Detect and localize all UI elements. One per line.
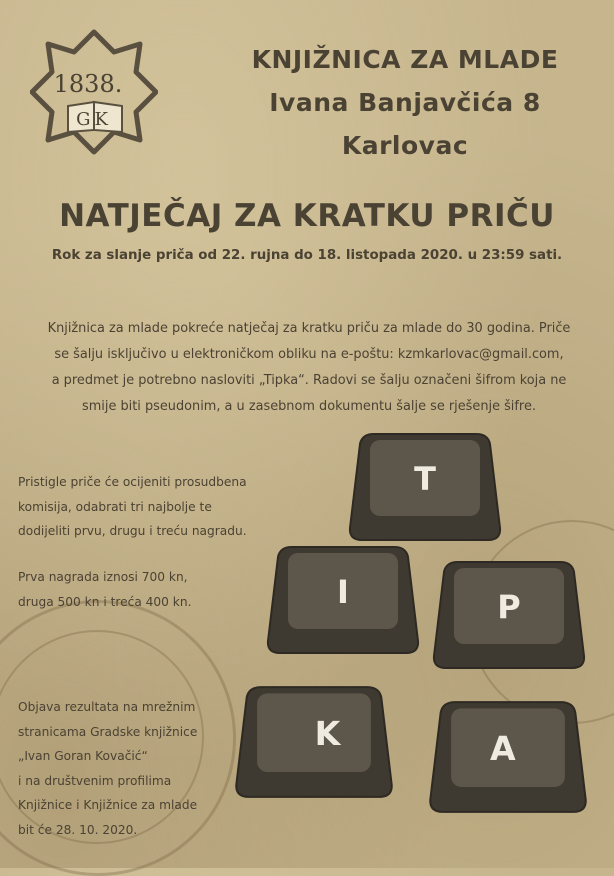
prizes-paragraph bbox=[18, 565, 308, 614]
jury-line: komisija, odabrati tri najbolje te bbox=[18, 499, 212, 514]
key-label: K bbox=[314, 714, 341, 754]
jury-line: Pristigle priče će ocijeniti prosudbena bbox=[18, 475, 247, 489]
intro-paragraph bbox=[18, 316, 600, 420]
intro-line: smije biti pseudonim, a u zasebnom dokumentu šalje se rješenje šifre. bbox=[82, 399, 536, 414]
keycap-t bbox=[348, 430, 502, 544]
intro-line: se šalju isključivo u elektroničkom obliku na e-poštu: kzmkarlovac@gmail.com, bbox=[54, 347, 564, 362]
page-title: NATJEČAJ ZA KRATKU PRIČU bbox=[59, 198, 555, 234]
results-line: Knjižnice i Knjižnice za mlade bbox=[18, 798, 198, 812]
library-address-header bbox=[210, 38, 600, 167]
logo-year: 1838. bbox=[53, 70, 123, 98]
key-label: A bbox=[490, 729, 516, 769]
street-address: Ivana Banjavčića 8 bbox=[269, 88, 541, 117]
keycap-a bbox=[428, 698, 588, 816]
jury-paragraph bbox=[18, 470, 308, 544]
prize-line: Prva nagrada iznosi 700 kn, bbox=[18, 570, 188, 584]
jury-line: dodijeliti prvu, drugu i treću nagradu. bbox=[18, 524, 247, 538]
results-line: stranicama Gradske knjižnice bbox=[18, 724, 198, 739]
keycap-k bbox=[234, 683, 394, 801]
results-line: Objava rezultata na mrežnim bbox=[18, 700, 196, 714]
keycap-i bbox=[266, 543, 420, 657]
key-label: I bbox=[337, 573, 349, 611]
results-line: „Ivan Goran Kovačić“ bbox=[18, 749, 148, 763]
intro-line: Knjižnica za mlade pokreće natječaj za kratku priču za mlade do 30 godina. Priče bbox=[47, 321, 571, 336]
city: Karlovac bbox=[341, 131, 469, 160]
key-label: T bbox=[414, 460, 436, 498]
key-label: P bbox=[497, 588, 521, 626]
library-name: KNJIŽNICA ZA MLADE bbox=[251, 45, 559, 74]
results-line: i na društvenim profilima bbox=[18, 773, 172, 788]
deadline-text: Rok za slanje priča od 22. rujna do 18. listopada 2020. u 23:59 sati. bbox=[51, 248, 563, 263]
library-logo bbox=[30, 28, 158, 156]
keycap-p bbox=[432, 558, 586, 672]
intro-line: a predmet je potrebno nasloviti „Tipka“. Radovi se šalju označeni šifrom koja ne bbox=[51, 373, 567, 388]
prize-line: druga 500 kn i treća 400 kn. bbox=[18, 594, 192, 609]
logo-initials: GK bbox=[76, 109, 112, 130]
results-line: bit će 28. 10. 2020. bbox=[18, 822, 138, 837]
